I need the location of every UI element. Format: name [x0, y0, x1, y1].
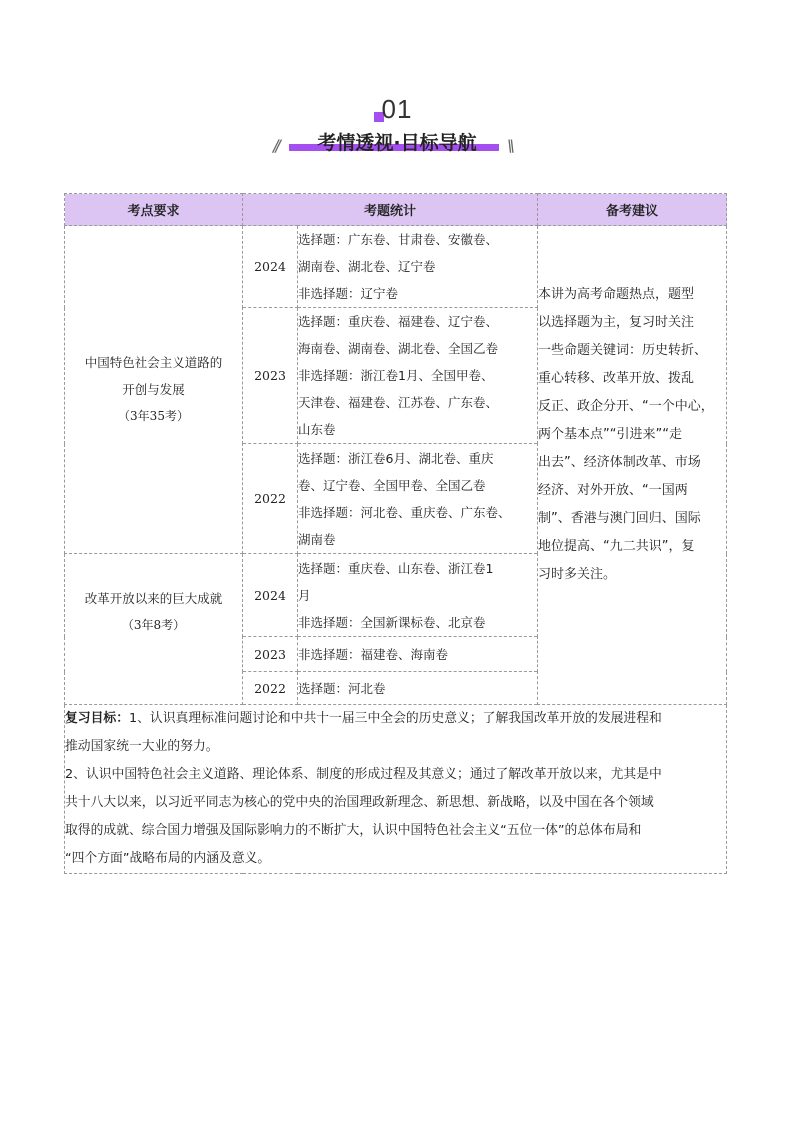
section-title: 考情透视·目标导航 — [317, 132, 477, 154]
statistics-cell — [298, 444, 538, 554]
review-goals-line: 推动国家统一大业的努力。 — [65, 739, 219, 754]
statistics-line: 选择题：重庆卷、山东卷、浙江卷1 — [298, 560, 494, 576]
exam-point-name: 开创与发展 — [122, 382, 185, 397]
statistics-line: 海南卷、湖南卷、湖北卷、全国乙卷 — [298, 341, 499, 356]
table-header-row — [65, 194, 727, 226]
statistics-cell — [298, 308, 538, 444]
table-row — [65, 226, 727, 308]
advice-line: 一些命题关键词：历史转折、 — [538, 343, 708, 358]
statistics-line: 选择题：河北卷 — [298, 680, 386, 696]
statistics-cell — [298, 637, 538, 672]
statistics-cell — [298, 554, 538, 637]
advice-line: 出去”、经济体制改革、市场 — [538, 455, 701, 470]
year-cell: 2024 — [243, 226, 298, 308]
year-cell: 2022 — [243, 672, 298, 705]
statistics-cell — [298, 226, 538, 308]
statistics-cell — [298, 672, 538, 705]
statistics-line: 非选择题：河北卷、重庆卷、广东卷、 — [298, 504, 511, 520]
study-advice-cell — [538, 226, 727, 705]
section-number: 01 — [381, 94, 413, 124]
review-goals-line: 1、认识真理标准问题讨论和中共十一届三中全会的历史意义；了解我国改革开放的发展进程和 — [128, 711, 662, 726]
advice-line: 两个基本点”“引进来”“走 — [538, 427, 682, 442]
review-goals-line: 共十八大以来，以习近平同志为核心的党中央的治国理政新理念、新思想、新战略，以及中国在各个领域 — [65, 795, 654, 810]
exam-analysis-table — [64, 193, 727, 874]
review-goals-line: 取得的成就、综合国力增强及国际影响力的不断扩大，认识中国特色社会主义“五位一体”的总体布局和 — [65, 823, 642, 838]
statistics-line: 卷、辽宁卷、全国甲卷、全国乙卷 — [298, 477, 486, 493]
advice-line: 习时多关注。 — [538, 567, 617, 582]
exam-point-count: （3年8考） — [121, 618, 186, 632]
review-goals-label: 复习目标： — [65, 711, 129, 726]
year-cell: 2023 — [243, 637, 298, 672]
advice-line: 本讲为高考命题热点，题型 — [538, 287, 695, 302]
statistics-line: 山东卷 — [298, 422, 336, 437]
header-exam-statistics: 考题统计 — [243, 194, 538, 226]
statistics-line: 湖南卷 — [298, 531, 336, 547]
advice-line: 反正、政企分开、“一个中心， — [538, 399, 714, 414]
header-exam-points: 考点要求 — [65, 194, 243, 226]
statistics-line: 选择题：重庆卷、福建卷、辽宁卷、 — [298, 314, 499, 329]
statistics-line: 湖南卷、湖北卷、辽宁卷 — [298, 259, 436, 274]
statistics-line: 非选择题：福建卷、海南卷 — [298, 646, 449, 662]
review-goals-line: 2、认识中国特色社会主义道路、理论体系、制度的形成过程及其意义；通过了解改革开放以来，尤其是中 — [65, 767, 662, 782]
statistics-line: 天津卷、福建卷、江苏卷、广东卷、 — [298, 395, 499, 410]
statistics-line: 选择题：广东卷、甘肃卷、安徽卷、 — [298, 232, 499, 247]
statistics-line: 选择题：浙江卷6月、湖北卷、重庆 — [298, 450, 494, 466]
year-cell: 2023 — [243, 308, 298, 444]
review-goals-line: “四个方面”战略布局的内涵及意义。 — [65, 851, 271, 866]
exam-point-name: 改革开放以来的巨大成就 — [84, 591, 223, 606]
advice-line: 重心转移、改革开放、拨乱 — [538, 371, 695, 386]
review-goals-cell — [65, 705, 727, 874]
advice-line: 经济、对外开放、“一国两 — [538, 483, 688, 498]
statistics-line: 月 — [298, 587, 311, 603]
advice-line: 制”、香港与澳门回归、国际 — [538, 511, 701, 526]
statistics-line: 非选择题：全国新课标卷、北京卷 — [298, 614, 486, 630]
slash-decoration-right-icon: \\ — [507, 136, 512, 155]
year-cell: 2022 — [243, 444, 298, 554]
slash-decoration-left-icon: // — [273, 136, 278, 155]
exam-point-cell — [65, 226, 243, 554]
header-study-advice: 备考建议 — [538, 194, 727, 226]
advice-line: 地位提高、“九二共识”，复 — [538, 539, 695, 554]
section-header — [0, 92, 794, 162]
exam-point-cell — [65, 554, 243, 705]
statistics-line: 非选择题：浙江卷1月、全国甲卷、 — [298, 368, 494, 383]
advice-line: 以选择题为主，复习时关注 — [538, 315, 695, 330]
exam-point-name: 中国特色社会主义道路的 — [84, 355, 223, 370]
year-cell: 2024 — [243, 554, 298, 637]
exam-point-count: （3年35考） — [118, 409, 189, 423]
statistics-line: 非选择题：辽宁卷 — [298, 286, 399, 301]
table-row — [65, 705, 727, 874]
